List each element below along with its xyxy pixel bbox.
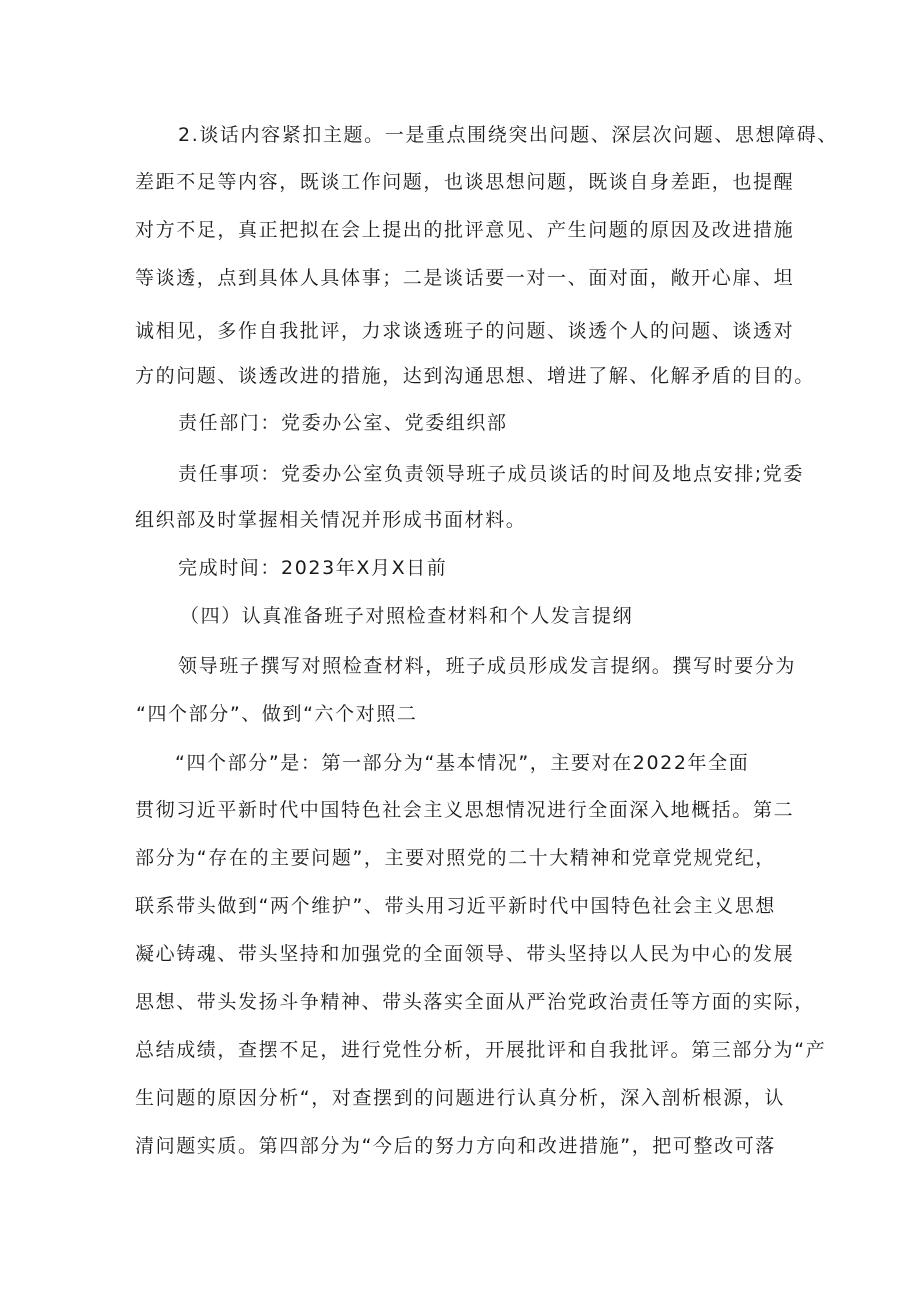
text-line-2: 差距不足等内容，既谈工作问题，也谈思想问题，既谈自身差距，也提醒 — [135, 171, 795, 193]
text-line-18: 凝心铸魂、带头坚持和加强党的全面领导、带头坚持以人民为中心的发展 — [135, 943, 795, 965]
section-heading: （四）认真准备班子对照检查材料和个人发言提纲 — [180, 605, 634, 627]
text-line-4: 等谈透，点到具体人具体事；二是谈话要一对一、面对面，敞开心扉、坦 — [135, 267, 795, 289]
text-line-14: “四个部分”是：第一部分为“基本情况”，主要对在2022年全面 — [175, 752, 750, 774]
responsible-items-line-2: 组织部及时掌握相关情况并形成书面材料。 — [135, 509, 527, 531]
text-line-5: 诚相见，多作自我批评，力求谈透班子的问题、谈透个人的问题、谈透对 — [135, 320, 795, 342]
text-line-13: “四个部分”、做到“六个对照二 — [136, 703, 418, 725]
text-line-12: 领导班子撰写对照检查材料，班子成员形成发言提纲。撰写时要分为 — [178, 655, 797, 677]
responsible-items-line-1: 责任事项：党委办公室负责领导班子成员谈话的时间及地点安排;党委 — [178, 463, 805, 485]
text-line-15: 贯彻习近平新时代中国特色社会主义思想情况进行全面深入地概括。第二 — [135, 799, 795, 821]
text-line-17: 联系带头做到“两个维护”、带头用习近平新时代中国特色社会主义思想 — [135, 895, 776, 917]
completion-time: 完成时间：2023年X月X日前 — [178, 557, 448, 579]
text-line-20: 总结成绩，查摆不足，进行党性分析，开展批评和自我批评。第三部分为“产 — [135, 1039, 827, 1061]
text-line-1: 2.谈话内容紧扣主题。一是重点围绕突出问题、深层次问题、思想障碍、 — [178, 124, 838, 146]
responsible-department: 责任部门：党委办公室、党委组织部 — [178, 412, 508, 434]
text-line-22: 清问题实质。第四部分为“今后的努力方向和改进措施”，把可整改可落 — [135, 1135, 776, 1157]
text-line-19: 思想、带头发扬斗争精神、带头落实全面从严治党政治责任等方面的实际， — [135, 991, 815, 1013]
text-line-3: 对方不足，真正把拟在会上提出的批评意见、产生问题的原因及改进措施 — [135, 219, 795, 241]
text-line-21: 生问题的原因分析“，对查摆到的问题进行认真分析，深入剖析根源，认 — [135, 1087, 786, 1109]
text-line-6: 方的问题、谈透改进的措施，达到沟通思想、增进了解、化解矛盾的目的。 — [135, 365, 815, 387]
text-line-16: 部分为“存在的主要问题”，主要对照党的二十大精神和党章党规党纪， — [135, 847, 776, 869]
